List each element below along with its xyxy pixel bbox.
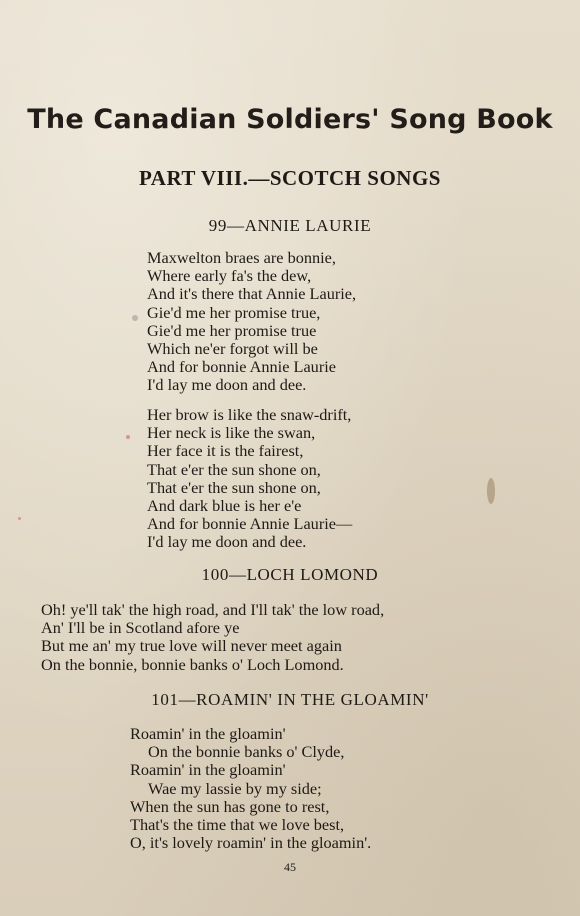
verse-line: Her neck is like the swan, [147, 423, 316, 443]
verse-line: On the bonnie banks o' Clyde, [148, 742, 345, 762]
verse-line: Wae my lassie by my side; [148, 778, 322, 798]
verse-line: That e'er the sun shone on, [147, 459, 321, 479]
verse-line: And dark blue is her e'e [147, 496, 302, 516]
song-title-annie-laurie: 99—ANNIE LAURIE [208, 216, 372, 235]
roamin-stanza [130, 725, 371, 852]
verse-line: That's the time that we love best, [130, 815, 345, 835]
verse-line: And it's there that Annie Laurie, [147, 284, 357, 304]
paper-speck [126, 435, 130, 439]
verse-line: Her brow is like the snaw-drift, [147, 405, 352, 424]
verse-line: On the bonnie, bonnie banks o' Loch Lomond. [41, 654, 344, 674]
verse-line: An' I'll be in Scotland afore ye [41, 618, 240, 638]
verse-line: Where early fa's the dew, [147, 266, 312, 286]
book-title: The Canadian Soldiers' Song Book [27, 104, 553, 135]
verse-line: Which ne'er forgot will be [147, 339, 318, 359]
verse-line: Oh! ye'll tak' the high road, and I'll tak' the low road, [41, 600, 385, 619]
verse-line: Maxwelton braes are bonnie, [147, 248, 336, 267]
verse-line: I'd lay me doon and dee. [147, 532, 307, 552]
loch-lomond-stanza [41, 601, 384, 674]
paper-speck [18, 517, 21, 520]
annie-laurie-stanza-2 [147, 406, 352, 552]
verse-line: Her face it is the fairest, [147, 441, 304, 461]
verse-line: Roamin' in the gloamin' [130, 760, 286, 780]
paper-stain [487, 478, 495, 504]
paper-speck [132, 315, 138, 321]
song-title-roamin-in-the-gloamin: 101—ROAMIN' IN THE GLOAMIN' [151, 690, 429, 709]
page-number: 45 [284, 860, 296, 874]
verse-line: O, it's lovely roamin' in the gloamin'. [130, 833, 372, 853]
verse-line: Gie'd me her promise true, [147, 302, 321, 322]
verse-line: That e'er the sun shone on, [147, 477, 321, 497]
annie-laurie-stanza-1 [147, 249, 356, 395]
verse-line: I'd lay me doon and dee. [147, 375, 307, 395]
verse-line: When the sun has gone to rest, [130, 796, 330, 816]
verse-line: And for bonnie Annie Laurie— [147, 514, 353, 534]
part-title: PART VIII.—SCOTCH SONGS [139, 166, 441, 190]
verse-line: Roamin' in the gloamin' [130, 724, 286, 743]
verse-line: But me an' my true love will never meet again [41, 636, 342, 656]
verse-line: And for bonnie Annie Laurie [147, 357, 336, 377]
verse-line: Gie'd me her promise true [147, 320, 317, 340]
song-title-loch-lomond: 100—LOCH LOMOND [201, 565, 379, 584]
